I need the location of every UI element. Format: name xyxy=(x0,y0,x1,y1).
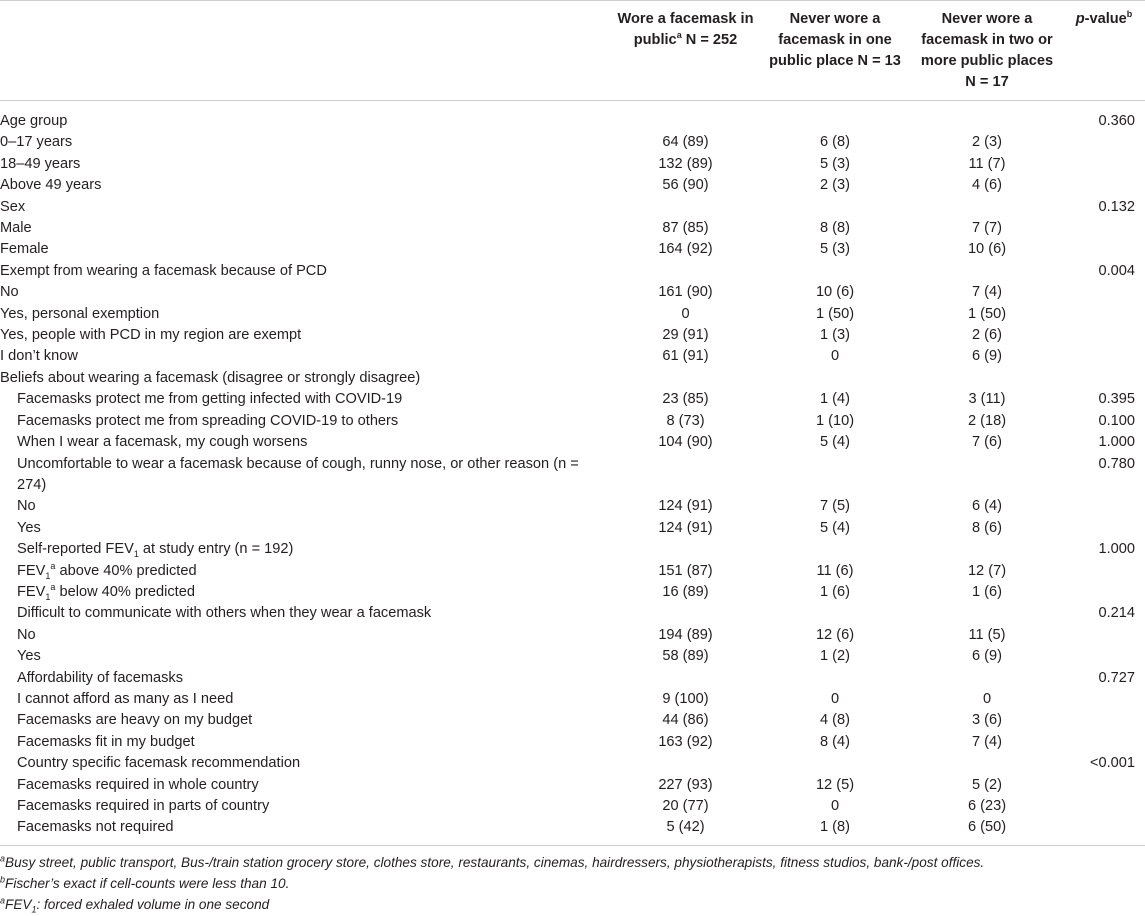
cell-c3 xyxy=(911,603,1063,624)
cell-c1: 9 (100) xyxy=(662,690,709,707)
cell-c3 xyxy=(911,368,1063,389)
row-label: Female xyxy=(0,241,49,258)
row-label: No xyxy=(17,498,36,515)
table-row xyxy=(0,432,1145,453)
row-label: Difficult to communicate with others when they wear a facemask xyxy=(17,605,432,622)
cell-c2: 1 (3) xyxy=(819,327,850,344)
cell-c2: 1 (6) xyxy=(819,583,850,600)
cell-c3 xyxy=(911,101,1063,133)
row-label: Beliefs about wearing a facemask (disagree or strongly disagree) xyxy=(0,369,421,386)
table-row xyxy=(0,454,1145,497)
cell-c1: 124 (91) xyxy=(658,498,713,515)
table-row xyxy=(0,368,1145,389)
cell-c2: 1 (4) xyxy=(819,391,850,408)
table-row xyxy=(0,175,1145,196)
cell-c1: 5 (42) xyxy=(612,817,759,845)
cell-c3: 4 (6) xyxy=(971,177,1002,194)
cell-c2: 5 (4) xyxy=(819,434,850,451)
row-label: Facemasks required in parts of country xyxy=(17,798,270,814)
header-p-value: p-value$^b$ xyxy=(1063,1,1145,101)
cell-p-value xyxy=(1063,732,1145,753)
cell-c1: 104 (90) xyxy=(658,434,713,451)
cell-c1 xyxy=(612,539,759,560)
cell-c1: 194 (89) xyxy=(658,626,713,643)
cell-c3: 6 (50) xyxy=(911,817,1063,845)
cell-p-value xyxy=(1063,796,1145,817)
cell-p-value: 0.100 xyxy=(1098,412,1135,429)
table-row xyxy=(0,518,1145,539)
cell-p-value xyxy=(1063,132,1145,153)
cell-c1: 64 (89) xyxy=(662,134,709,151)
header-blank xyxy=(0,1,612,101)
cell-c1 xyxy=(612,753,759,774)
row-label: Male xyxy=(0,220,32,237)
cell-c1 xyxy=(612,603,759,624)
table-row xyxy=(0,689,1145,710)
cell-c2: 1 (50) xyxy=(815,305,855,322)
cell-c1: 0 xyxy=(681,305,690,322)
table-row xyxy=(0,197,1145,218)
table-row xyxy=(0,218,1145,239)
cell-c2 xyxy=(759,197,911,218)
table-row xyxy=(0,411,1145,432)
cell-c1: 164 (92) xyxy=(658,241,713,258)
cell-c2: 0 xyxy=(830,348,840,365)
cell-c3 xyxy=(911,668,1063,689)
cell-c2 xyxy=(759,539,911,560)
cell-p-value xyxy=(1063,518,1145,539)
row-label: Uncomfortable to wear a facemask because of cough, runny nose, or other reason (n = 274) xyxy=(17,455,579,493)
cell-p-value xyxy=(1063,282,1145,303)
row-label: Sex xyxy=(0,198,26,215)
cell-c3: 1 (50) xyxy=(967,305,1007,322)
row-label: $FEV_1^a$ above 40% predicted xyxy=(17,560,197,581)
footnote: $^a$Busy street, public transport, Bus-/train station grocery store, clothes store, restaurants, cinemas, hairdressers, physiotherapists, fitness studios, bank-/post offices. xyxy=(0,853,985,870)
table-row xyxy=(0,603,1145,624)
cell-c3 xyxy=(911,539,1063,560)
table-row xyxy=(0,325,1145,346)
cell-c3: 0 xyxy=(982,690,992,707)
cell-c2: 1 (8) xyxy=(759,817,911,845)
row-label: Exempt from wearing a facemask because of PCD xyxy=(0,262,327,279)
cell-p-value xyxy=(1063,689,1145,710)
table-row xyxy=(0,539,1145,560)
table-row xyxy=(0,710,1145,731)
cell-c3: 3 (11) xyxy=(968,391,1006,408)
cell-c1: 61 (91) xyxy=(662,348,709,365)
cell-c1: 124 (91) xyxy=(658,519,713,536)
cell-p-value: 0.004 xyxy=(1098,262,1135,279)
table-row xyxy=(0,496,1145,517)
row-label: Yes xyxy=(17,519,41,536)
cell-c3: 6 (9) xyxy=(971,648,1002,665)
cell-c3: 7 (4) xyxy=(971,733,1002,750)
table-row xyxy=(0,101,1145,133)
row-label: No xyxy=(0,284,19,301)
cell-c3: 1 (6) xyxy=(971,583,1002,600)
cell-c3: 3 (6) xyxy=(971,712,1002,729)
row-label: When I wear a facemask, my cough worsens xyxy=(17,434,308,451)
cell-p-value: <0.001 xyxy=(1089,755,1135,772)
cell-c3: 2 (18) xyxy=(967,412,1007,429)
table-row xyxy=(0,304,1145,325)
cell-c2: 0 xyxy=(830,798,840,814)
footnote: $^b$Fischer’s exact if cell-counts were less than 10. xyxy=(0,874,290,891)
cell-c3 xyxy=(911,753,1063,774)
cell-p-value xyxy=(1063,582,1145,603)
cell-c2 xyxy=(759,454,911,497)
row-label: 18–49 years xyxy=(0,155,81,172)
table-row xyxy=(0,561,1145,582)
cell-c2 xyxy=(759,603,911,624)
cell-p-value xyxy=(1063,239,1145,260)
cell-c2: 12 (6) xyxy=(815,626,855,643)
cell-c3: 7 (6) xyxy=(971,434,1002,451)
cell-p-value xyxy=(1063,817,1145,845)
row-label: I don’t know xyxy=(0,348,78,365)
header-never-two-places: Never wore a facemask in two or more public places N = 17 xyxy=(911,1,1063,101)
cell-c2: 2 (3) xyxy=(819,177,850,194)
cell-p-value: 0.395 xyxy=(1098,391,1135,408)
table-header xyxy=(0,1,1145,101)
cell-c1: 87 (85) xyxy=(662,220,709,237)
row-label: Facemasks protect me from getting infected with COVID-19 xyxy=(17,391,403,408)
cell-c1: 132 (89) xyxy=(658,155,713,172)
table-row xyxy=(0,625,1145,646)
cell-c2: 1 (2) xyxy=(819,648,850,665)
cell-c1 xyxy=(612,101,759,133)
cell-c1: 29 (91) xyxy=(662,327,709,344)
cell-p-value xyxy=(1063,218,1145,239)
header-wore-facemask: Wore a facemask in public$^a$ N = 252 xyxy=(612,1,759,101)
cell-c3: 10 (6) xyxy=(967,241,1007,258)
cell-c3 xyxy=(911,261,1063,282)
table-row xyxy=(0,817,1145,845)
cell-c2 xyxy=(759,261,911,282)
row-label: No xyxy=(17,626,36,643)
cell-c2: 8 (4) xyxy=(819,733,850,750)
cell-p-value: 0.132 xyxy=(1098,198,1135,215)
cell-c1 xyxy=(612,261,759,282)
cell-c1: 23 (85) xyxy=(662,391,709,408)
cell-c3: 7 (4) xyxy=(971,284,1002,301)
row-label: I cannot afford as many as I need xyxy=(17,690,234,707)
table-row xyxy=(0,646,1145,667)
table-row xyxy=(0,668,1145,689)
table-row xyxy=(0,261,1145,282)
cell-p-value: 0.727 xyxy=(1098,669,1135,686)
cell-c1 xyxy=(612,368,759,389)
footnote: $^aFEV_1$: forced exhaled volume in one second xyxy=(0,895,270,915)
cell-c2: 0 xyxy=(830,690,840,707)
row-label: Country specific facemask recommendation xyxy=(17,755,301,772)
cell-p-value xyxy=(1063,346,1145,367)
cell-c1: 161 (90) xyxy=(658,284,713,301)
table-row xyxy=(0,239,1145,260)
cell-c1: 227 (93) xyxy=(658,776,713,793)
table-row xyxy=(0,282,1145,303)
cell-c2: 7 (5) xyxy=(819,498,850,515)
cell-p-value xyxy=(1063,175,1145,196)
row-label: Yes xyxy=(17,648,41,665)
row-label: 0–17 years xyxy=(0,134,73,151)
cell-p-value xyxy=(1063,561,1145,582)
table-body xyxy=(0,101,1145,846)
table-row xyxy=(0,346,1145,367)
row-label: Age group xyxy=(0,113,68,129)
cell-c1: 16 (89) xyxy=(662,583,709,600)
cell-c2 xyxy=(759,753,911,774)
header-never-one-place: Never wore a facemask in one public place N = 13 xyxy=(759,1,911,101)
row-label: Yes, people with PCD in my region are exempt xyxy=(0,327,302,344)
cell-c2 xyxy=(759,668,911,689)
table-row xyxy=(0,154,1145,175)
cell-c2: 6 (8) xyxy=(819,134,850,151)
cell-c3: 6 (9) xyxy=(971,348,1002,365)
cell-c3: 12 (7) xyxy=(967,562,1007,579)
row-label: Facemasks are heavy on my budget xyxy=(17,712,253,729)
cell-c2: 5 (3) xyxy=(819,241,850,258)
cell-p-value xyxy=(1063,775,1145,796)
cell-c3: 2 (3) xyxy=(971,134,1002,151)
table-row xyxy=(0,132,1145,153)
cell-c3: 8 (6) xyxy=(971,519,1002,536)
cell-p-value: 1.000 xyxy=(1098,541,1135,558)
cell-p-value: 0.214 xyxy=(1098,605,1135,622)
cell-c1: 163 (92) xyxy=(658,733,713,750)
cell-c1: 20 (77) xyxy=(662,798,709,814)
cell-c2: 12 (5) xyxy=(815,776,855,793)
row-label: Above 49 years xyxy=(0,177,102,194)
cell-c3: 7 (7) xyxy=(971,220,1002,237)
table-row xyxy=(0,796,1145,817)
cell-c2: 4 (8) xyxy=(819,712,850,729)
row-label: Affordability of facemasks xyxy=(17,669,184,686)
row-label: Self-reported $FEV_1$ at study entry (n = 192) xyxy=(17,541,294,560)
cell-c2: 10 (6) xyxy=(815,284,855,301)
cell-c1 xyxy=(612,197,759,218)
cell-c3: 11 (5) xyxy=(968,626,1006,643)
row-label: Facemasks protect me from spreading COVID-19 to others xyxy=(17,412,399,429)
table-row xyxy=(0,582,1145,603)
cell-c2: 5 (3) xyxy=(819,155,850,172)
cell-c1: 8 (73) xyxy=(666,412,705,429)
cell-c3 xyxy=(911,197,1063,218)
cell-c2: 8 (8) xyxy=(819,220,850,237)
cell-c1 xyxy=(612,454,759,497)
table-row xyxy=(0,389,1145,410)
row-label: $FEV_1^a$ below 40% predicted xyxy=(17,582,195,602)
cell-c1: 56 (90) xyxy=(662,177,709,194)
cell-c2 xyxy=(759,368,911,389)
cell-p-value xyxy=(1063,710,1145,731)
cell-c2: 5 (4) xyxy=(819,519,850,536)
cell-c3: 11 (7) xyxy=(968,155,1006,172)
cell-p-value: 0.360 xyxy=(1098,113,1135,129)
cell-c1 xyxy=(612,668,759,689)
cell-p-value xyxy=(1063,625,1145,646)
cell-c1: 44 (86) xyxy=(662,712,709,729)
table-row xyxy=(0,775,1145,796)
row-label: Yes, personal exemption xyxy=(0,305,160,322)
table-row xyxy=(0,732,1145,753)
cell-c3: 2 (6) xyxy=(971,327,1002,344)
cell-p-value: 1.000 xyxy=(1098,434,1135,451)
cell-c3: 6 (4) xyxy=(971,498,1002,515)
cell-c3: 5 (2) xyxy=(971,776,1002,793)
cell-p-value xyxy=(1063,154,1145,175)
cell-p-value xyxy=(1063,304,1145,325)
cell-p-value xyxy=(1063,368,1145,389)
cell-c1: 58 (89) xyxy=(662,648,709,665)
cell-p-value xyxy=(1063,325,1145,346)
cell-c3 xyxy=(911,454,1063,497)
row-label: Facemasks not required xyxy=(0,817,612,845)
cell-c2: 11 (6) xyxy=(816,562,854,579)
table-row xyxy=(0,753,1145,774)
footnotes xyxy=(0,846,1145,915)
row-label: Facemasks required in whole country xyxy=(17,776,259,793)
cell-c2: 1 (10) xyxy=(815,412,855,429)
cell-p-value xyxy=(1063,496,1145,517)
cell-p-value xyxy=(1063,646,1145,667)
cell-c3: 6 (23) xyxy=(967,798,1007,814)
cell-c1: 151 (87) xyxy=(658,562,713,579)
cell-p-value: 0.780 xyxy=(1098,455,1135,472)
row-label: Facemasks fit in my budget xyxy=(17,733,195,750)
cell-c2 xyxy=(759,101,911,133)
